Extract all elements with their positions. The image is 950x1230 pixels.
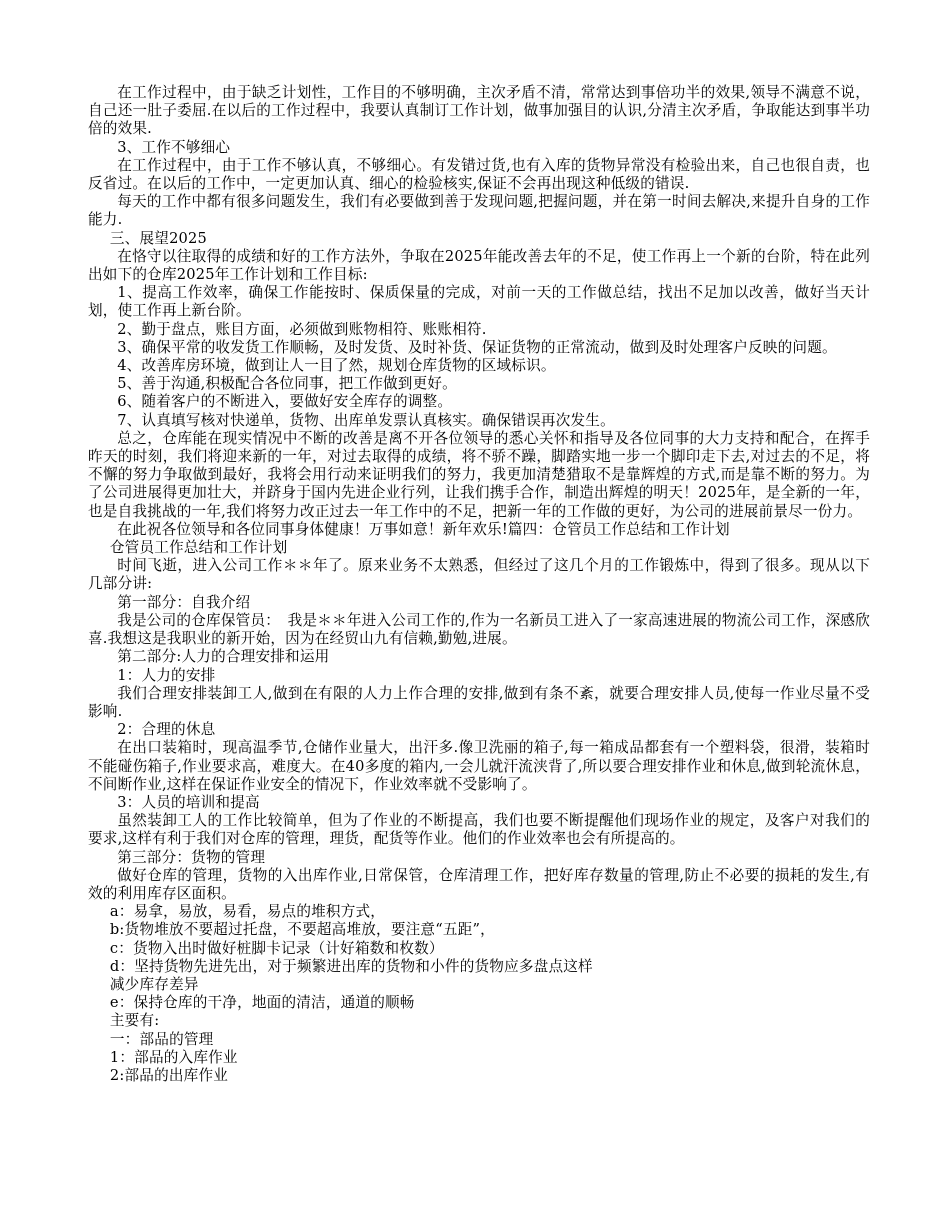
list-item: a：易拿，易放，易看，易点的堆积方式，	[109, 903, 386, 921]
list-item: 4、改善库房环境，做到让人一目了然，规划仓库货物的区域标识。	[117, 357, 556, 375]
paragraph: 每天的工作中都有很多问题发生，我们有必要做到善于发现问题,把握问题，并在第一时间去解决,来提升自身的工作能力.	[88, 193, 870, 229]
section-heading: 第三部分：货物的管理	[117, 848, 266, 866]
paragraph: 我们合理安排装卸工人,做到在有限的人力上作合理的安排,做到有条不紊，就要合理安排人员,使每一作业尽量不受影响.	[88, 684, 870, 720]
document-page	[88, 84, 870, 1085]
paragraph: 在此祝各位领导和各位同事身体健康！万事如意！新年欢乐!篇四：仓管员工作总结和工作计划	[117, 520, 730, 538]
subsection-heading: 1：人力的安排	[117, 666, 216, 684]
section-heading: 第二部分:人力的合理安排和运用	[117, 648, 330, 666]
paragraph: 时间飞逝，进入公司工作＊＊年了。原来业务不太熟悉，但经过了这几个月的工作锻炼中，得到了很多。现从以下几部分讲:	[88, 557, 870, 593]
list-item: 6、随着客户的不断进入，要做好安全库存的调整。	[117, 393, 453, 411]
paragraph: 在恪守以往取得的成绩和好的工作方法外，争取在2025年能改善去年的不足，使工作再上一个新的台阶，特在此列出如下的仓库2025年工作计划和工作目标:	[88, 247, 870, 284]
list-item: 3、确保平常的收发货工作顺畅，及时发货、及时补货、保证货物的正常流动，做到及时处理客户反映的问题。	[117, 338, 837, 356]
list-item: 2、勤于盘点，账目方面，必须做到账物相符、账账相符.	[117, 320, 487, 338]
paragraph: 做好仓库的管理，货物的入出库作业,日常保管，仓库清理工作，把好库存数量的管理,防止不必要的损耗的发生,有效的利用库存区面积。	[88, 866, 870, 902]
paragraph: 虽然装卸工人的工作比较简单，但为了作业的不断提高，我们也要不断提醒他们现场作业的规定，及客户对我们的要求,这样有利于我们对仓库的管理，理货，配货等作业。他们的作业效率也会有所提高的。	[88, 812, 870, 848]
list-item: b:货物堆放不要超过托盘，不要超高堆放，要注意“五距”，	[109, 921, 495, 939]
list-item: c：货物入出时做好桩脚卡记录（计好箱数和枚数）	[109, 939, 444, 957]
subsection-heading: 3：人员的培训和提高	[117, 793, 260, 811]
list-item: 2:部品的出库作业	[109, 1066, 229, 1084]
section-heading: 第一部分：自我介绍	[117, 593, 251, 611]
section-heading: 三、展望2025	[109, 229, 208, 247]
list-item: 1、提高工作效率，确保工作能按时、保质保量的完成，对前一天的工作做总结，找出不足加以改善，做好当天计划，使工作再上新台阶。	[88, 284, 870, 320]
paragraph: 我是公司的仓库保管员： 我是＊＊年进入公司工作的,作为一名新员工进入了一家高速进展的物流公司工作，深感欣喜.我想这是我职业的新开始，因为在经贸山九有信赖,勤勉,进展。	[88, 611, 870, 648]
list-item: 7、认真填写核对快递单，货物、出库单发票认真核实。确保错误再次发生。	[117, 411, 615, 429]
paragraph: 在工作过程中，由于工作不够认真，不够细心。有发错过货,也有入库的货物异常没有检验出来，自己也很自责，也反省过。在以后的工作中，一定更加认真、细心的检验核实,保证不会再出现这种低级的错误.	[88, 156, 870, 193]
list-item: 1：部品的入库作业	[109, 1048, 238, 1066]
subsection-heading: 一：部品的管理	[109, 1030, 214, 1048]
paragraph: 主要有:	[109, 1012, 160, 1030]
list-item: e：保持仓库的干净，地面的清洁，通道的顺畅	[109, 994, 415, 1012]
section-heading: 3、工作不够细心	[117, 138, 231, 156]
subsection-heading: 2：合理的休息	[117, 721, 216, 739]
list-item: d：坚持货物先进先出，对于频繁进出库的货物和小件的货物应多盘点这样	[109, 957, 593, 975]
document-subtitle: 仓管员工作总结和工作计划	[109, 539, 288, 557]
paragraph: 在出口装箱时，现高温季节,仓储作业量大，出汗多.像卫洗丽的箱子,每一箱成品都套有一个塑料袋，很滑，装箱时不能碰伤箱子,作业要求高，难度大。在40多度的箱内,一会儿就汗流浃背了,所以要合理安排作业和休息,做到轮流休息，不间断作业,这样在保证作业安全的情况下，作业效率就不受影响了。	[88, 739, 870, 793]
list-item: 5、善于沟通,积极配合各位同事，把工作做到更好。	[117, 375, 457, 393]
paragraph: 总之，仓库能在现实情况中不断的改善是离不开各位领导的悉心关怀和指导及各位同事的大力支持和配合，在挥手昨天的时刻，我们将迎来新的一年，对过去取得的成绩，将不骄不躁，脚踏实地一步一个脚印走下去,对过去的不足，将不懈的努力争取做到最好，我将会用行动来证明我们的努力，我更加清楚猎取不是靠辉煌的方式,而是靠不断的努力。为了公司进展得更加壮大，并跻身于国内先进企业行列，让我们携手合作，制造出辉煌的明天！2025年，是全新的一年，也是自我挑战的一年,我们将努力改正过去一年工作中的不足，把新一年的工作做的更好，为公司的进展前景尽一份力。	[88, 429, 870, 520]
paragraph: 在工作过程中，由于缺乏计划性，工作目的不够明确，主次矛盾不清，常常达到事倍功半的效果,领导不满意不说，自己还一肚子委屈.在以后的工作过程中，我要认真制订工作计划，做事加强目的认识,分清主次矛盾，争取能达到事半功倍的效果.	[88, 84, 870, 138]
list-item-continuation: 减少库存差异	[109, 975, 199, 993]
